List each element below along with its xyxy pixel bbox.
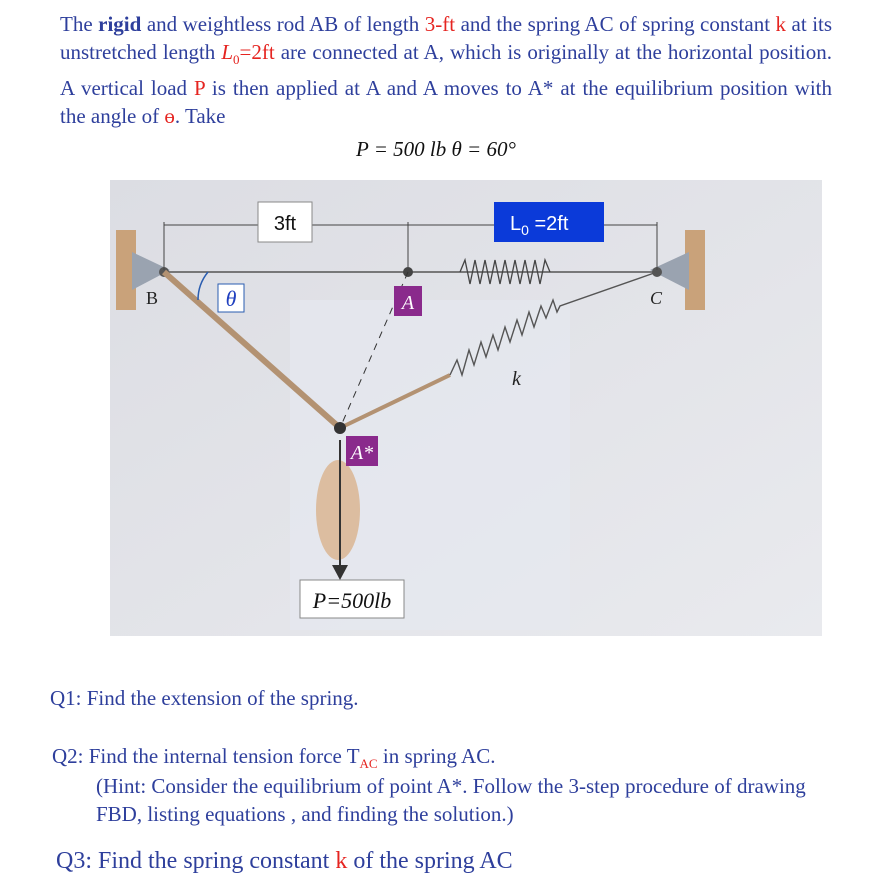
question-1: Q1: Find the extension of the spring. (50, 686, 359, 710)
label-theta (218, 284, 244, 312)
svg-text:L0 =2ft: $L_0 =2ft$ (510, 213, 569, 238)
angle-symbol: ɵ (164, 104, 175, 129)
label-k: k (512, 368, 521, 390)
label-load (300, 580, 404, 618)
problem-statement: The rigid and weightless rod AB of length 3-ft and the spring AC of spring constant k at its unstretched length $L_0=2ft$ are connected at A, which is originally at the horizontal position. A vertical load P is then applied at A and A moves to A* at the equilibrium position with the angle of ɵ. Take (60, 12, 833, 129)
given-values: P = 500 lb θ = 60° (356, 137, 516, 161)
label-a-star (346, 436, 378, 466)
rod-length: 3-ft (424, 12, 456, 36)
svg-text:A*: A* (350, 442, 374, 464)
point-a-star (334, 422, 346, 434)
question-2: Q2: Find the internal tension force $T_{AC}$ in spring AC. (Hint: Consider the equilibrium of point A*. Follow the 3-step procedure of drawing FBD, listing equations , and finding the solution.) (52, 744, 842, 828)
svg-text:P=500lb: P=500lb (312, 588, 392, 613)
hint-text: (Hint: Consider the equilibrium of point A*. Follow the 3-step procedure of drawing FBD, listing equations , and finding the solution.) (96, 774, 806, 827)
label-dim-left (258, 202, 312, 242)
hand (316, 460, 360, 560)
label-dim-right (494, 202, 604, 242)
svg-text:θ: θ (225, 286, 237, 311)
svg-text:A: A (401, 292, 415, 314)
svg-text:3ft: 3ft (273, 213, 297, 235)
question-3: Q3: Find the spring constant k of the spring AC (56, 848, 513, 874)
label-a (394, 286, 422, 316)
load-symbol: P (194, 76, 205, 101)
rigid-word: rigid (98, 12, 142, 36)
mechanics-figure (110, 180, 822, 636)
unstretched-length: $L_0=2ft$ (221, 40, 275, 68)
label-c: C (650, 288, 663, 308)
label-b: B (146, 288, 159, 308)
spring-constant-symbol: k (775, 12, 787, 36)
